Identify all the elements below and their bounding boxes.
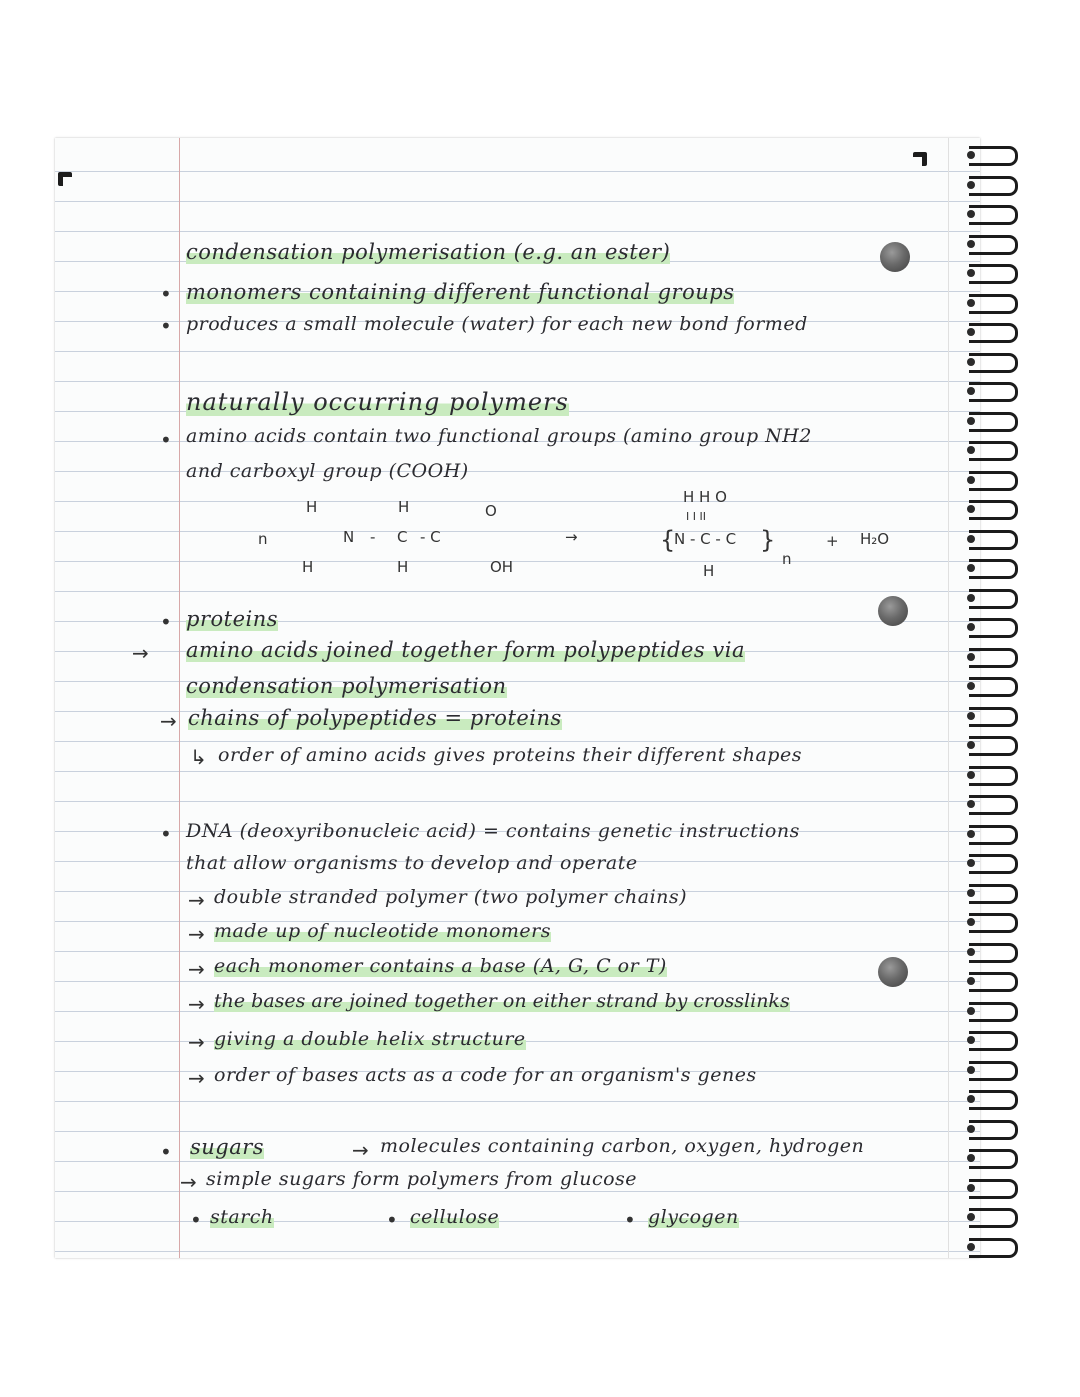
spiral-coil [969,441,1018,461]
eq-h: H [397,558,409,576]
sugar-glycogen: glycogen [648,1206,739,1228]
eq-product-h: H [703,562,715,580]
eq-subscript-n: n [782,550,792,568]
bullet: • [160,282,172,306]
spiral-coil [969,1120,1018,1140]
spiral-coil [969,1149,1018,1169]
spiral-coil [969,412,1018,432]
bullet: • [160,822,172,846]
spiral-coil [969,825,1018,845]
carboxyl-line: and carboxyl group (COOH) [186,460,469,482]
spiral-coil [969,235,1018,255]
spiral-coil [969,353,1018,373]
spiral-coil [969,471,1018,491]
arrow: → [160,709,177,733]
sugar-starch: starch [210,1206,274,1228]
dna-line1: DNA (deoxyribonucleic acid) = contains genetic instructions [186,820,800,842]
proteins-line2: condensation polymerisation [186,674,507,698]
dna-line3: double stranded polymer (two polymer chains) [214,886,688,908]
arrow: → [188,992,205,1016]
eq-o: O [485,502,497,520]
dna-line6: the bases are joined together on either strand by crosslinks [214,990,790,1012]
spiral-binding [965,138,1025,1268]
eq-oh: OH [490,558,514,576]
arrow: → [352,1138,369,1162]
eq-product-bonds: I I II [686,510,706,523]
dna-line7: giving a double helix structure [214,1028,526,1050]
spiral-coil [969,707,1018,727]
spiral-coil [969,736,1018,756]
spiral-coil [969,884,1018,904]
margin-line [179,138,180,1258]
spiral-coil [969,589,1018,609]
eq-product-top: H H O [683,488,727,506]
spiral-coil [969,854,1018,874]
condensation-heading: condensation polymerisation (e.g. an ester) [186,240,671,264]
spiral-coil [969,943,1018,963]
spiral-coil [969,530,1018,550]
spiral-coil [969,264,1018,284]
eq-h: H [302,558,314,576]
spiral-coil [969,1208,1018,1228]
eq-bracket-right: } [760,526,776,554]
bullet: • [160,610,172,634]
proteins-heading: proteins [186,607,279,631]
bullet: • [160,428,172,452]
spiral-coil [969,500,1018,520]
sub-arrow: ↳ [190,745,207,769]
eq-c: C [397,528,408,546]
spiral-coil [969,677,1018,697]
eq-plus: + [826,532,839,550]
sticker-dot [878,957,908,987]
spiral-coil [969,1090,1018,1110]
eq-product-chain: N - C - C [674,530,737,548]
spiral-coil [969,1002,1018,1022]
sugars-line1: simple sugars form polymers from glucose [206,1168,638,1190]
corner-mark-top-right [913,152,927,166]
dna-line4: made up of nucleotide monomers [214,920,551,942]
spiral-coil [969,294,1018,314]
arrow: → [180,1170,197,1194]
bullet: • [190,1208,202,1232]
proteins-line4: order of amino acids gives proteins their different shapes [218,744,802,766]
arrow: → [188,922,205,946]
eq-h: H [306,498,318,516]
spiral-coil [969,795,1018,815]
arrow: → [188,1030,205,1054]
eq-n: N [343,528,355,546]
spiral-coil [969,382,1018,402]
sugars-heading: sugars [190,1135,265,1159]
bullet: • [160,1140,172,1164]
proteins-line3: chains of polypeptides = proteins [188,706,562,730]
eq-h: H [398,498,410,516]
spiral-coil [969,972,1018,992]
eq-water: H₂O [860,530,890,548]
page-edge [948,138,949,1258]
spiral-coil [969,1238,1018,1258]
arrow: → [188,957,205,981]
amino-acids-line: amino acids contain two functional groups (amino group NH2 [186,425,812,447]
sugar-cellulose: cellulose [410,1206,500,1228]
produces-line: produces a small molecule (water) for each new bond formed [186,313,808,335]
natural-polymers-heading: naturally occurring polymers [186,388,569,416]
corner-mark-top-left [58,172,72,186]
spiral-coil [969,766,1018,786]
eq-arrow: → [565,528,578,546]
dna-line2: that allow organisms to develop and operate [186,852,638,874]
spiral-coil [969,205,1018,225]
spiral-coil [969,1179,1018,1199]
notebook-page [55,138,980,1258]
eq-dash: - [370,528,376,546]
spiral-coil [969,176,1018,196]
bullet: • [624,1208,636,1232]
spiral-coil [969,323,1018,343]
proteins-line1: amino acids joined together form polypeptides via [186,638,745,662]
spiral-coil [969,913,1018,933]
sticker-dot [878,596,908,626]
bullet: • [160,314,172,338]
arrow: → [132,641,149,665]
spiral-coil [969,559,1018,579]
eq-bracket-left: { [660,526,676,554]
spiral-coil [969,618,1018,638]
sugars-note: molecules containing carbon, oxygen, hydrogen [380,1135,865,1157]
dna-line8: order of bases acts as a code for an organism's genes [214,1064,757,1086]
bullet: • [386,1208,398,1232]
spiral-coil [969,1061,1018,1081]
arrow: → [188,1066,205,1090]
spiral-coil [969,146,1018,166]
dna-line5: each monomer contains a base (A, G, C or T) [214,955,667,977]
monomers-line: monomers containing different functional groups [186,280,735,304]
arrow: → [188,888,205,912]
sticker-dot [880,242,910,272]
spiral-coil [969,648,1018,668]
eq-c2: - C [420,528,441,546]
eq-coefficient: n [258,530,268,548]
spiral-coil [969,1031,1018,1051]
